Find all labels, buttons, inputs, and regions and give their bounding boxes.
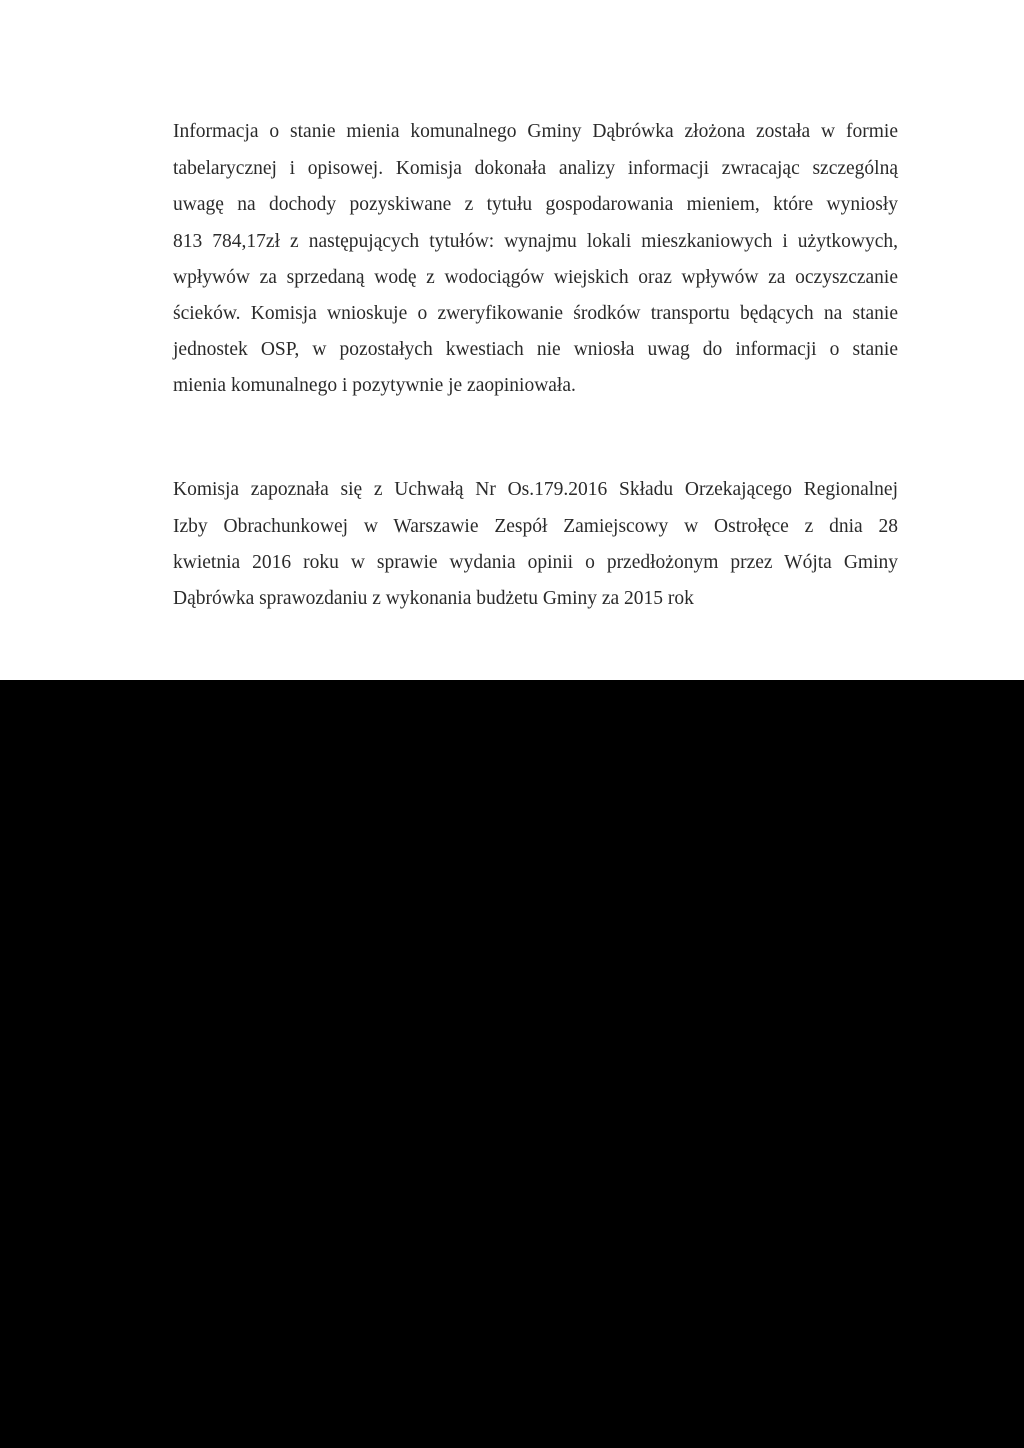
document-page bbox=[0, 0, 1024, 680]
paragraph-line: Komisja zapoznała się z Uchwałą Nr Os.179.2016 Składu Orzekającego Regionalnej bbox=[173, 479, 898, 500]
paragraph-line: Informacja o stanie mienia komunalnego Gminy Dąbrówka złożona została w formie bbox=[173, 121, 898, 142]
paragraph-line: ścieków. Komisja wnioskuje o zweryfikowanie środków transportu będących na stanie bbox=[173, 303, 898, 324]
paragraph-line: jednostek OSP, w pozostałych kwestiach nie wniosła uwag do informacji o stanie bbox=[173, 339, 898, 360]
paragraph-line: kwietnia 2016 roku w sprawie wydania opinii o przedłożonym przez Wójta Gminy bbox=[173, 552, 898, 573]
paragraph-line: wpływów za sprzedaną wodę z wodociągów wiejskich oraz wpływów za oczyszczanie bbox=[173, 267, 898, 288]
paragraph-line: Izby Obrachunkowej w Warszawie Zespół Zamiejscowy w Ostrołęce z dnia 28 bbox=[173, 516, 898, 537]
paragraph-line: mienia komunalnego i pozytywnie je zaopiniowała. bbox=[173, 375, 576, 396]
paragraph-line: 813 784,17zł z następujących tytułów: wynajmu lokali mieszkaniowych i użytkowych, bbox=[173, 231, 898, 252]
scan-black-area bbox=[0, 680, 1024, 1448]
paragraph-line: uwagę na dochody pozyskiwane z tytułu gospodarowania mieniem, które wyniosły bbox=[173, 194, 898, 215]
paragraph-line: tabelarycznej i opisowej. Komisja dokonała analizy informacji zwracając szczególną bbox=[173, 158, 898, 179]
paragraph-line: Dąbrówka sprawozdaniu z wykonania budżetu Gminy za 2015 rok bbox=[173, 588, 694, 609]
